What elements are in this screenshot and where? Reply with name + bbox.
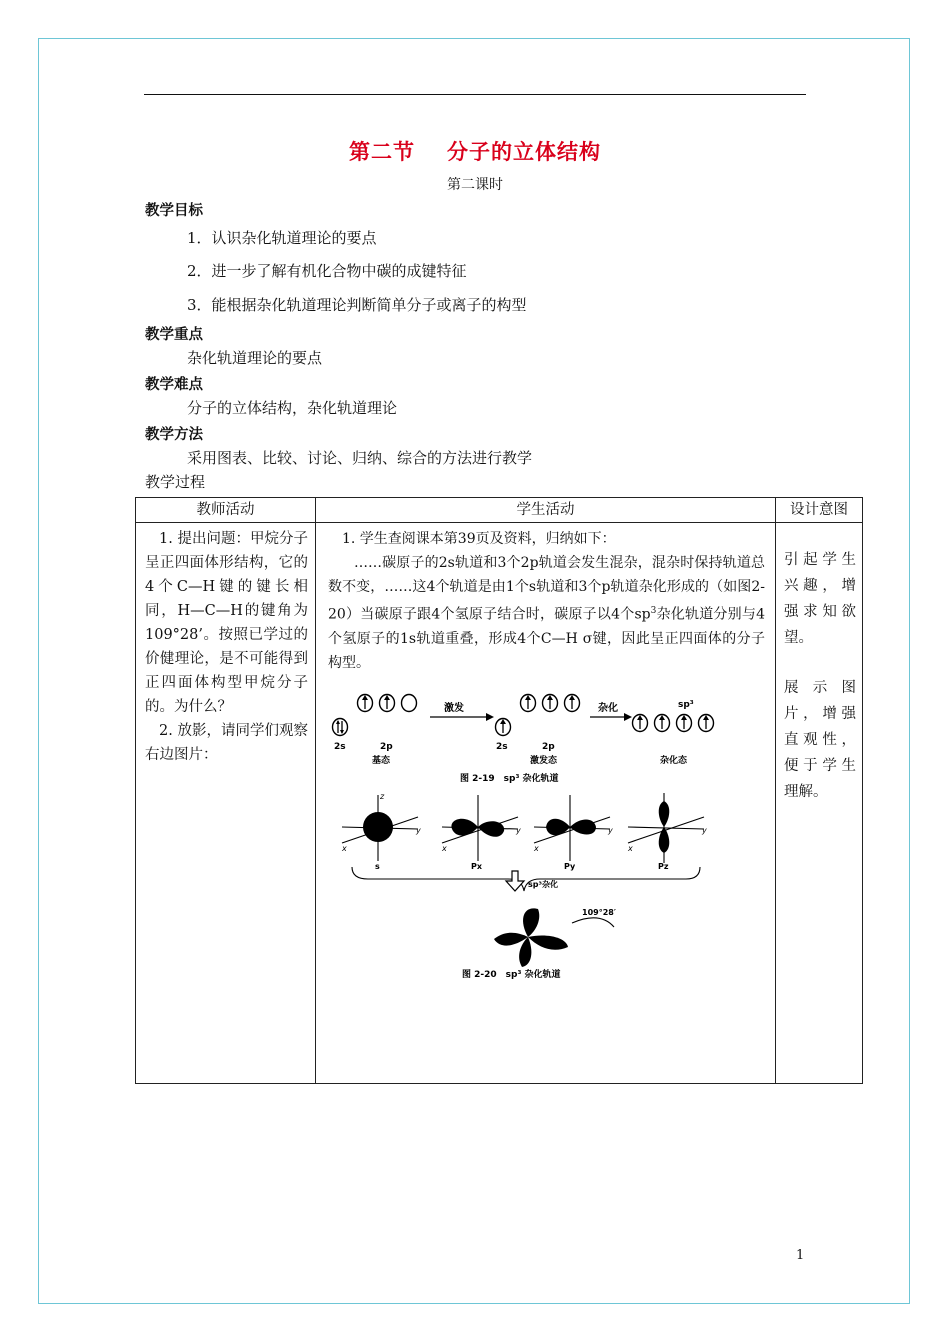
fig1-hybrid-orbital: sp³ — [678, 699, 694, 710]
header-rule — [144, 94, 806, 95]
fig2-axis-x-3: x — [534, 843, 539, 853]
fig2-axis-y-3: y — [608, 825, 613, 835]
fig1-excited-2s: 2s — [496, 741, 508, 752]
header-teacher: 教师活动 — [136, 498, 316, 523]
fig2-axis-y-2: y — [516, 825, 521, 835]
fig1-ground-2p: 2p — [380, 741, 393, 752]
page-title — [0, 136, 950, 166]
student-activity-cell — [316, 523, 776, 1084]
student-step-2: ……碳原子的2s轨道和3个2p轨道会发生混杂，混杂时保持轨道总数不变，……这4个轨道是由1个s轨道和3个p轨道杂化形成的（如图2-20）当碳原子跟4个氢原子结合时，碳原子以4个$sp^3$杂化轨道分别与4个氢原子的1s轨道重叠，形成4个C—H σ键，因此呈正四面体的分子构型。 — [328, 555, 765, 671]
intent-item-1: 引起学生兴趣，增强求知欲望。 — [784, 552, 856, 646]
fig2-axis-y-4: y — [702, 825, 707, 835]
teacher-activity-cell — [136, 523, 316, 1084]
teaching-process-table — [135, 497, 863, 1084]
methods-text: 采用图表、比较、讨论、归纳、综合的方法进行教学 — [187, 449, 533, 467]
process-label: 教学过程 — [145, 473, 206, 491]
fig1-ground-name: 基态 — [372, 755, 391, 766]
fig1-arrow2-label: 杂化 — [598, 702, 618, 714]
fig2-label-pz: Pz — [658, 861, 669, 871]
key-points-text: 杂化轨道理论的要点 — [187, 349, 323, 367]
key-points-heading: 教学重点 — [145, 327, 203, 343]
objectives-heading: 教学目标 — [145, 203, 203, 219]
teacher-step-1: 1. 提出问题：甲烷分子呈正四面体形结构，它的4个C—H键的键长相同，H—C—H的键角为109°28’。按照已学过的价健理论，是不可能得到正四面体构型甲烷分子的。为什么？ — [145, 531, 308, 715]
fig2-step-label: sp³杂化 — [528, 879, 558, 889]
design-intent-cell — [776, 523, 863, 1084]
fig2-axis-x-1: x — [342, 843, 347, 853]
teacher-step-2: 2. 放影，请同学们观察右边图片： — [145, 723, 308, 763]
fig2-axis-z-1: z — [380, 791, 385, 801]
objective-item-1: 1．认识杂化轨道理论的要点 — [187, 229, 377, 247]
fig1-arrow1-label: 激发 — [444, 702, 464, 714]
student-step-1: 1. 学生查阅课本第39页及资料，归纳如下： — [342, 531, 616, 547]
fig2-angle-label: 109°28′ — [582, 907, 616, 917]
figure-2-19-orbital-diagram — [328, 689, 766, 787]
objective-item-3: 3．能根据杂化轨道理论判断简单分子或离子的构型 — [187, 296, 527, 314]
figure-2-20-hybrid-orbital-diagram — [328, 787, 766, 983]
fig2-axis-x-4: x — [628, 843, 633, 853]
fig1-caption: 图 2-19 sp³ 杂化轨道 — [460, 773, 559, 784]
difficulties-text: 分子的立体结构，杂化轨道理论 — [187, 399, 398, 417]
fig2-axis-x-2: x — [442, 843, 447, 853]
methods-heading: 教学方法 — [145, 427, 203, 443]
fig2-label-s: s — [375, 861, 380, 871]
header-intent: 设计意图 — [776, 498, 863, 523]
difficulties-heading: 教学难点 — [145, 377, 203, 393]
title-name: 分子的立体结构 — [447, 140, 601, 164]
objective-item-2: 2．进一步了解有机化合物中碳的成键特征 — [187, 262, 467, 280]
fig1-excited-name: 激发态 — [530, 755, 558, 766]
page-number: 1 — [796, 1248, 805, 1263]
page-subtitle: 第二课时 — [447, 177, 503, 193]
title-section: 第二节 — [349, 140, 415, 164]
fig1-excited-2p: 2p — [542, 741, 555, 752]
fig1-ground-2s: 2s — [334, 741, 346, 752]
fig1-hybrid-name: 杂化态 — [660, 755, 688, 766]
header-student: 学生活动 — [316, 498, 776, 523]
intent-item-2: 展示图片，增强直观性，便于学生理解。 — [784, 680, 856, 800]
fig2-label-px: Px — [471, 861, 483, 871]
fig2-caption: 图 2-20 sp³ 杂化轨道 — [462, 969, 561, 980]
fig2-label-py: Py — [564, 861, 576, 871]
fig2-axis-y-1: y — [416, 825, 421, 835]
